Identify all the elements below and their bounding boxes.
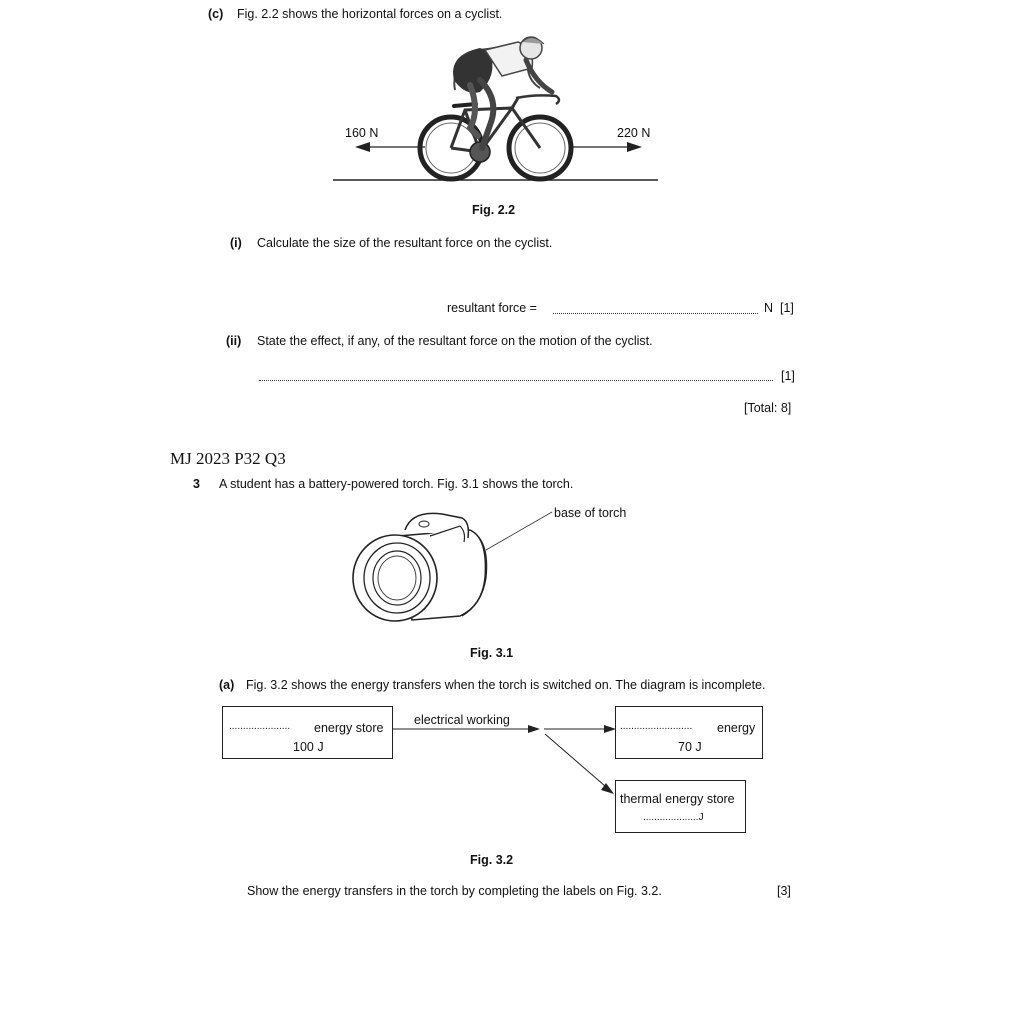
- box3-label: thermal energy store: [620, 792, 735, 806]
- resultant-force-label: resultant force =: [447, 301, 537, 315]
- part-i-text: Calculate the size of the resultant force on the cyclist.: [257, 236, 553, 250]
- electrical-working-label: electrical working: [414, 713, 510, 727]
- part-ii-label: (ii): [226, 334, 242, 348]
- part-ii-marks: [1]: [781, 369, 795, 383]
- section-heading: MJ 2023 P32 Q3: [170, 449, 286, 468]
- fig-2-2-caption: Fig. 2.2: [472, 203, 516, 217]
- box2-label: energy: [717, 721, 756, 735]
- question-number: 3: [193, 477, 200, 491]
- energy-arrows: [390, 720, 630, 830]
- box1-dots[interactable]: ......................: [229, 721, 291, 732]
- part-a-text: Fig. 3.2 shows the energy transfers when the torch is switched on. The diagram is incomplete.: [246, 678, 766, 692]
- cyclist-figure: [330, 30, 670, 190]
- right-force-label: 220 N: [617, 126, 651, 140]
- resultant-unit: N: [764, 301, 774, 315]
- resultant-marks: [1]: [780, 301, 794, 315]
- box1-value: 100 J: [293, 740, 324, 754]
- torch-figure: [350, 508, 550, 648]
- left-force-label: 160 N: [345, 126, 379, 140]
- box3-value[interactable]: ....................J: [643, 812, 704, 823]
- total-marks: [Total: 8]: [744, 401, 792, 415]
- effect-answer-line[interactable]: [259, 380, 773, 381]
- instruction-text: Show the energy transfers in the torch by completing the labels on Fig. 3.2.: [247, 884, 662, 898]
- fig-3-2-caption: Fig. 3.2: [470, 853, 514, 867]
- light-energy-box: [615, 706, 763, 759]
- fig-3-1-caption: Fig. 3.1: [470, 646, 514, 660]
- part-c-text: Fig. 2.2 shows the horizontal forces on a cyclist.: [237, 7, 503, 21]
- part-ii-text: State the effect, if any, of the resultant force on the motion of the cyclist.: [257, 334, 653, 348]
- box1-label: energy store: [314, 721, 384, 735]
- thermal-store-box: [615, 780, 746, 833]
- resultant-answer-line[interactable]: [553, 313, 758, 314]
- instruction-marks: [3]: [777, 884, 791, 898]
- question-intro: A student has a battery-powered torch. Fig. 3.1 shows the torch.: [219, 477, 574, 491]
- chemical-store-box: [222, 706, 393, 759]
- box2-dots[interactable]: ..........................: [620, 721, 693, 732]
- part-a-label: (a): [219, 678, 235, 692]
- part-i-label: (i): [230, 236, 242, 250]
- base-of-torch-label: base of torch: [554, 506, 627, 520]
- part-c-label: (c): [208, 7, 224, 21]
- box2-value: 70 J: [678, 740, 702, 754]
